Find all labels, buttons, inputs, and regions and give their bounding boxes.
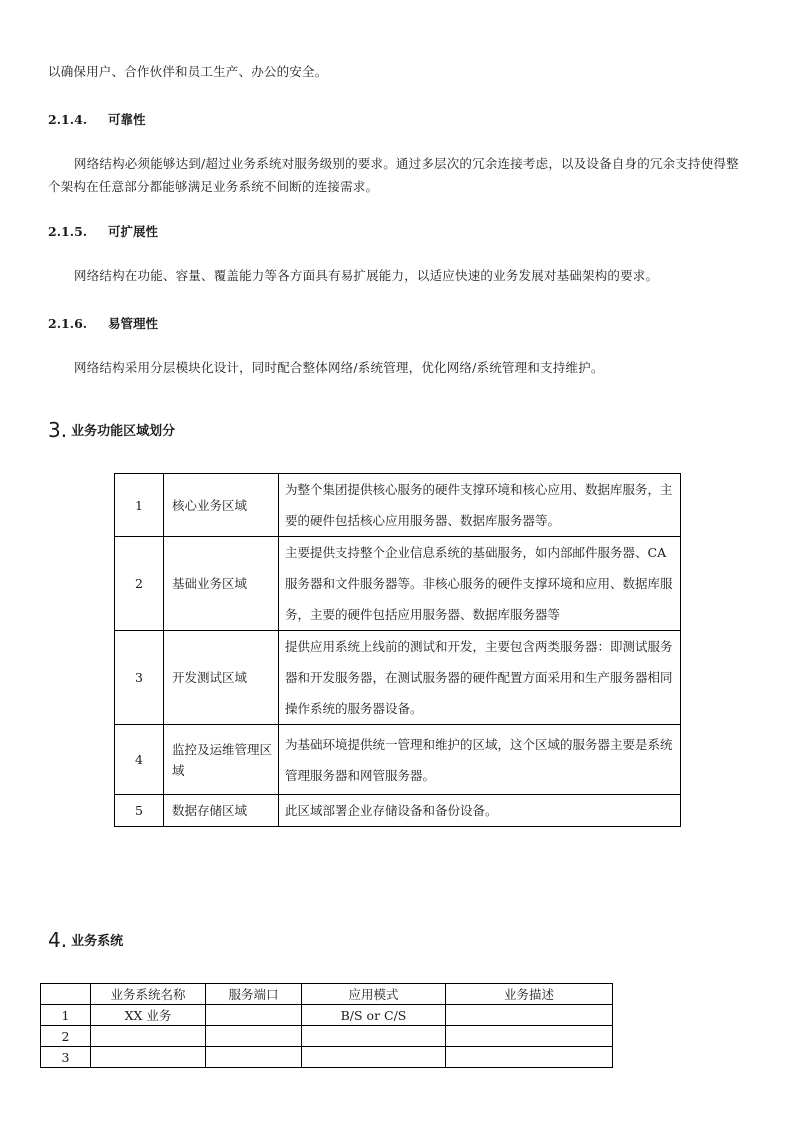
table-row xyxy=(115,795,681,827)
zone-index: 4 xyxy=(115,725,164,795)
zone-name: 基础业务区域 xyxy=(164,537,279,631)
section-heading-manageability xyxy=(48,314,158,332)
chapter-heading-systems xyxy=(48,928,123,952)
column-header: 业务系统名称 xyxy=(91,984,206,1005)
table-row xyxy=(115,537,681,631)
zone-index: 3 xyxy=(115,631,164,725)
section-paragraph-manageability: 网络结构采用分层模块化设计，同时配合整体网络/系统管理，优化网络/系统管理和支持维护。 xyxy=(74,360,604,375)
column-header xyxy=(41,984,91,1005)
chapter-number: 3. xyxy=(48,418,68,442)
table-row xyxy=(41,1026,613,1047)
table-cell: 3 xyxy=(41,1047,91,1068)
table-cell xyxy=(206,1026,302,1047)
chapter-title: 业务功能区域划分 xyxy=(71,424,176,439)
systems-table xyxy=(40,983,613,1068)
table-cell xyxy=(446,1047,613,1068)
table-cell: XX 业务 xyxy=(91,1005,206,1026)
column-header: 应用模式 xyxy=(302,984,446,1005)
zone-description: 主要提供支持整个企业信息系统的基础服务，如内部邮件服务器、CA 服务器和文件服务器等。非核心服务的硬件支撑环境和应用、数据库服务，主要的硬件包括应用服务器、数据库服务器等 xyxy=(279,537,681,631)
table-row xyxy=(115,725,681,795)
zone-name: 监控及运维管理区域 xyxy=(164,725,279,795)
zone-name: 数据存储区域 xyxy=(164,795,279,827)
section-number: 2.1.5. xyxy=(48,224,88,239)
table-row xyxy=(41,1005,613,1026)
table-row xyxy=(41,1047,613,1068)
zone-name: 开发测试区域 xyxy=(164,631,279,725)
section-title: 易管理性 xyxy=(108,316,159,331)
section-title: 可扩展性 xyxy=(108,224,159,239)
section-title: 可靠性 xyxy=(108,112,146,127)
table-cell xyxy=(206,1047,302,1068)
table-cell xyxy=(446,1026,613,1047)
table-cell: 2 xyxy=(41,1026,91,1047)
column-header: 服务端口 xyxy=(206,984,302,1005)
zones-table xyxy=(114,473,681,827)
table-cell: B/S or C/S xyxy=(302,1005,446,1026)
table-row xyxy=(115,631,681,725)
column-header: 业务描述 xyxy=(446,984,613,1005)
table-row xyxy=(115,474,681,537)
zone-index: 5 xyxy=(115,795,164,827)
table-cell xyxy=(91,1026,206,1047)
table-header-row xyxy=(41,984,613,1005)
section-number: 2.1.4. xyxy=(48,112,88,127)
table-cell xyxy=(446,1005,613,1026)
section-paragraph-reliability: 网络结构必须能够达到/超过业务系统对服务级别的要求。通过多层次的冗余连接考虑，以及设备自身的冗余支持使得整个架构在任意部分都能够满足业务系统不间断的连接需求。 xyxy=(48,156,739,194)
table-cell: 1 xyxy=(41,1005,91,1026)
zone-name: 核心业务区域 xyxy=(164,474,279,537)
zone-description: 为基础环境提供统一管理和维护的区域，这个区域的服务器主要是系统管理服务器和网管服务器。 xyxy=(279,725,681,795)
section-paragraph-scalability: 网络结构在功能、容量、覆盖能力等各方面具有易扩展能力，以适应快速的业务发展对基础架构的要求。 xyxy=(74,268,659,283)
chapter-number: 4. xyxy=(48,928,68,952)
zone-description: 提供应用系统上线前的测试和开发，主要包含两类服务器：即测试服务器和开发服务器，在测试服务器的硬件配置方面采用和生产服务器相同操作系统的服务器设备。 xyxy=(279,631,681,725)
table-cell xyxy=(91,1047,206,1068)
chapter-heading-zones xyxy=(48,418,175,442)
zone-description: 为整个集团提供核心服务的硬件支撑环境和核心应用、数据库服务，主要的硬件包括核心应用服务器、数据库服务器等。 xyxy=(279,474,681,537)
zone-index: 1 xyxy=(115,474,164,537)
table-cell xyxy=(206,1005,302,1026)
section-heading-reliability xyxy=(48,110,146,128)
intro-line: 以确保用户、合作伙伴和员工生产、办公的安全。 xyxy=(48,64,328,79)
section-number: 2.1.6. xyxy=(48,316,88,331)
zone-description: 此区域部署企业存储设备和备份设备。 xyxy=(279,795,681,827)
table-cell xyxy=(302,1026,446,1047)
zone-index: 2 xyxy=(115,537,164,631)
chapter-title: 业务系统 xyxy=(71,934,124,949)
table-cell xyxy=(302,1047,446,1068)
section-heading-scalability xyxy=(48,222,158,240)
